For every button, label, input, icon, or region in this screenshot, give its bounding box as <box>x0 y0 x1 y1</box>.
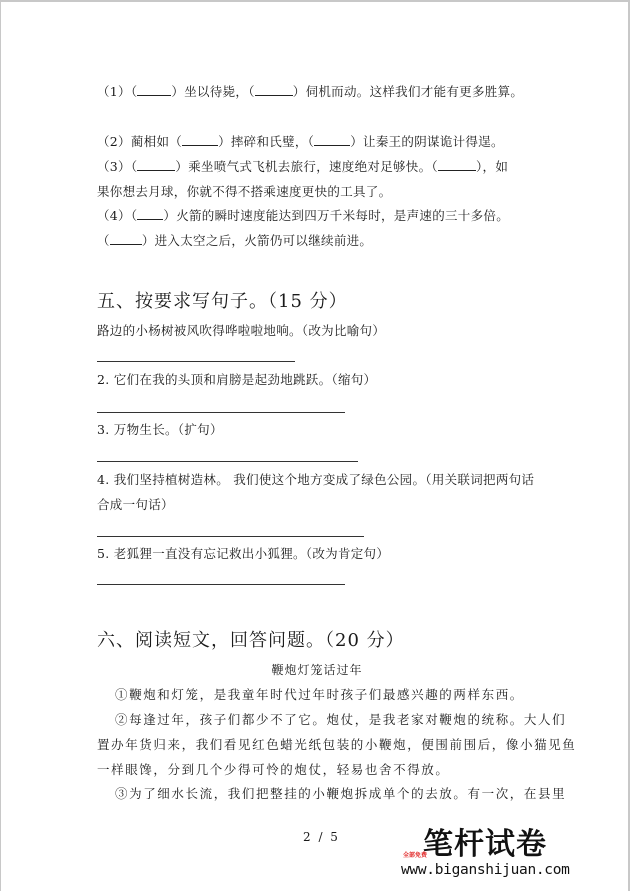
section-6-title: 六、阅读短文，回答问题。（20 分） <box>97 630 405 651</box>
watermark-title: 笔杆试卷 <box>423 827 547 862</box>
question-text: （4）（ <box>97 208 138 223</box>
section-5-item-4-continuation: 合成一句话） <box>97 497 174 512</box>
question-text: （1）（ <box>97 84 138 99</box>
blank-field[interactable] <box>182 134 218 146</box>
section-5-title: 五、按要求写句子。（15 分） <box>97 291 348 312</box>
page-number: 2 / 5 <box>303 830 340 844</box>
question-text: ）让秦王的阴谋诡计得逞。 <box>350 134 504 149</box>
section-5-item-5: 5. 老狐狸一直没有忘记救出小狐狸。（改为肯定句） <box>97 546 390 561</box>
answer-line-3[interactable] <box>97 461 358 462</box>
blank-field[interactable] <box>314 134 350 146</box>
reading-paragraph-1: ①鞭炮和灯笼，是我童年时代过年时孩子们最感兴趣的两样东西。 <box>115 687 524 702</box>
blank-field[interactable] <box>438 159 476 171</box>
fill-in-question-3-continuation: 果你想去月球，你就不得不搭乘速度更快的工具了。 <box>97 184 392 199</box>
fill-in-question-3 <box>97 159 508 175</box>
question-text: ），如 <box>475 159 509 174</box>
reading-paragraph-2: ②每逢过年，孩子们都少不了它。炮仗，是我老家对鞭炮的统称。大人们 <box>115 712 567 727</box>
question-text: ）伺机而动。这样我们才能有更多胜算。 <box>292 84 524 99</box>
answer-line-2[interactable] <box>97 412 345 413</box>
question-text: ）乘坐喷气式飞机去旅行，速度绝对足够快。（ <box>175 159 438 174</box>
reading-title: 鞭炮灯笼话过年 <box>271 663 363 677</box>
fill-in-question-1 <box>97 84 523 100</box>
answer-line-4[interactable] <box>97 536 364 537</box>
blank-field[interactable] <box>110 233 142 245</box>
section-5-item-4: 4. 我们坚持植树造林。 我们使这个地方变成了绿色公园。（用关联词把两句话 <box>97 472 535 487</box>
watermark-url: www.biganshijuan.com <box>401 862 570 878</box>
fill-in-question-4 <box>97 208 509 224</box>
blank-field[interactable] <box>255 84 293 96</box>
question-text: ）进入太空之后，火箭仍可以继续前进。 <box>141 233 373 248</box>
blank-field[interactable] <box>137 84 171 96</box>
watermark-badge: 全部免费 <box>403 852 428 859</box>
answer-line-1[interactable] <box>97 361 295 362</box>
blank-field[interactable] <box>137 159 175 171</box>
question-text: ）火箭的瞬时速度能达到四万千米每时，是声速的三十多倍。 <box>163 208 510 223</box>
fill-in-question-2 <box>97 134 504 150</box>
answer-line-5[interactable] <box>97 584 345 585</box>
watermark-logo <box>401 827 570 883</box>
section-5-item-1: 路边的小杨树被风吹得哗啦啦地响。（改为比喻句） <box>97 323 386 338</box>
section-5-item-2: 2. 它们在我的头顶和肩膀是起劲地跳跃。（缩句） <box>97 372 377 387</box>
section-5-item-3: 3. 万物生长。（扩句） <box>97 422 223 437</box>
question-text: ）摔碎和氏璧，（ <box>218 134 315 149</box>
blank-field[interactable] <box>137 208 163 220</box>
question-text: （2）蔺相如（ <box>97 134 183 149</box>
question-text: ）坐以待毙，（ <box>171 84 255 99</box>
reading-paragraph-2-line2: 置办年货归来，我们看见红色蜡光纸包装的小鞭炮，便围前围后，像小猫见鱼 <box>97 737 577 752</box>
question-text: （ <box>97 233 110 248</box>
question-text: （3）（ <box>97 159 138 174</box>
reading-paragraph-2-line3: 一样眼馋，分到几个少得可怜的炮仗，轻易也舍不得放。 <box>97 762 450 777</box>
fill-in-question-4-line2 <box>97 233 372 249</box>
reading-paragraph-3: ③为了细水长流，我们把整挂的小鞭炮拆成单个的去放。有一次，在县里 <box>115 786 567 801</box>
